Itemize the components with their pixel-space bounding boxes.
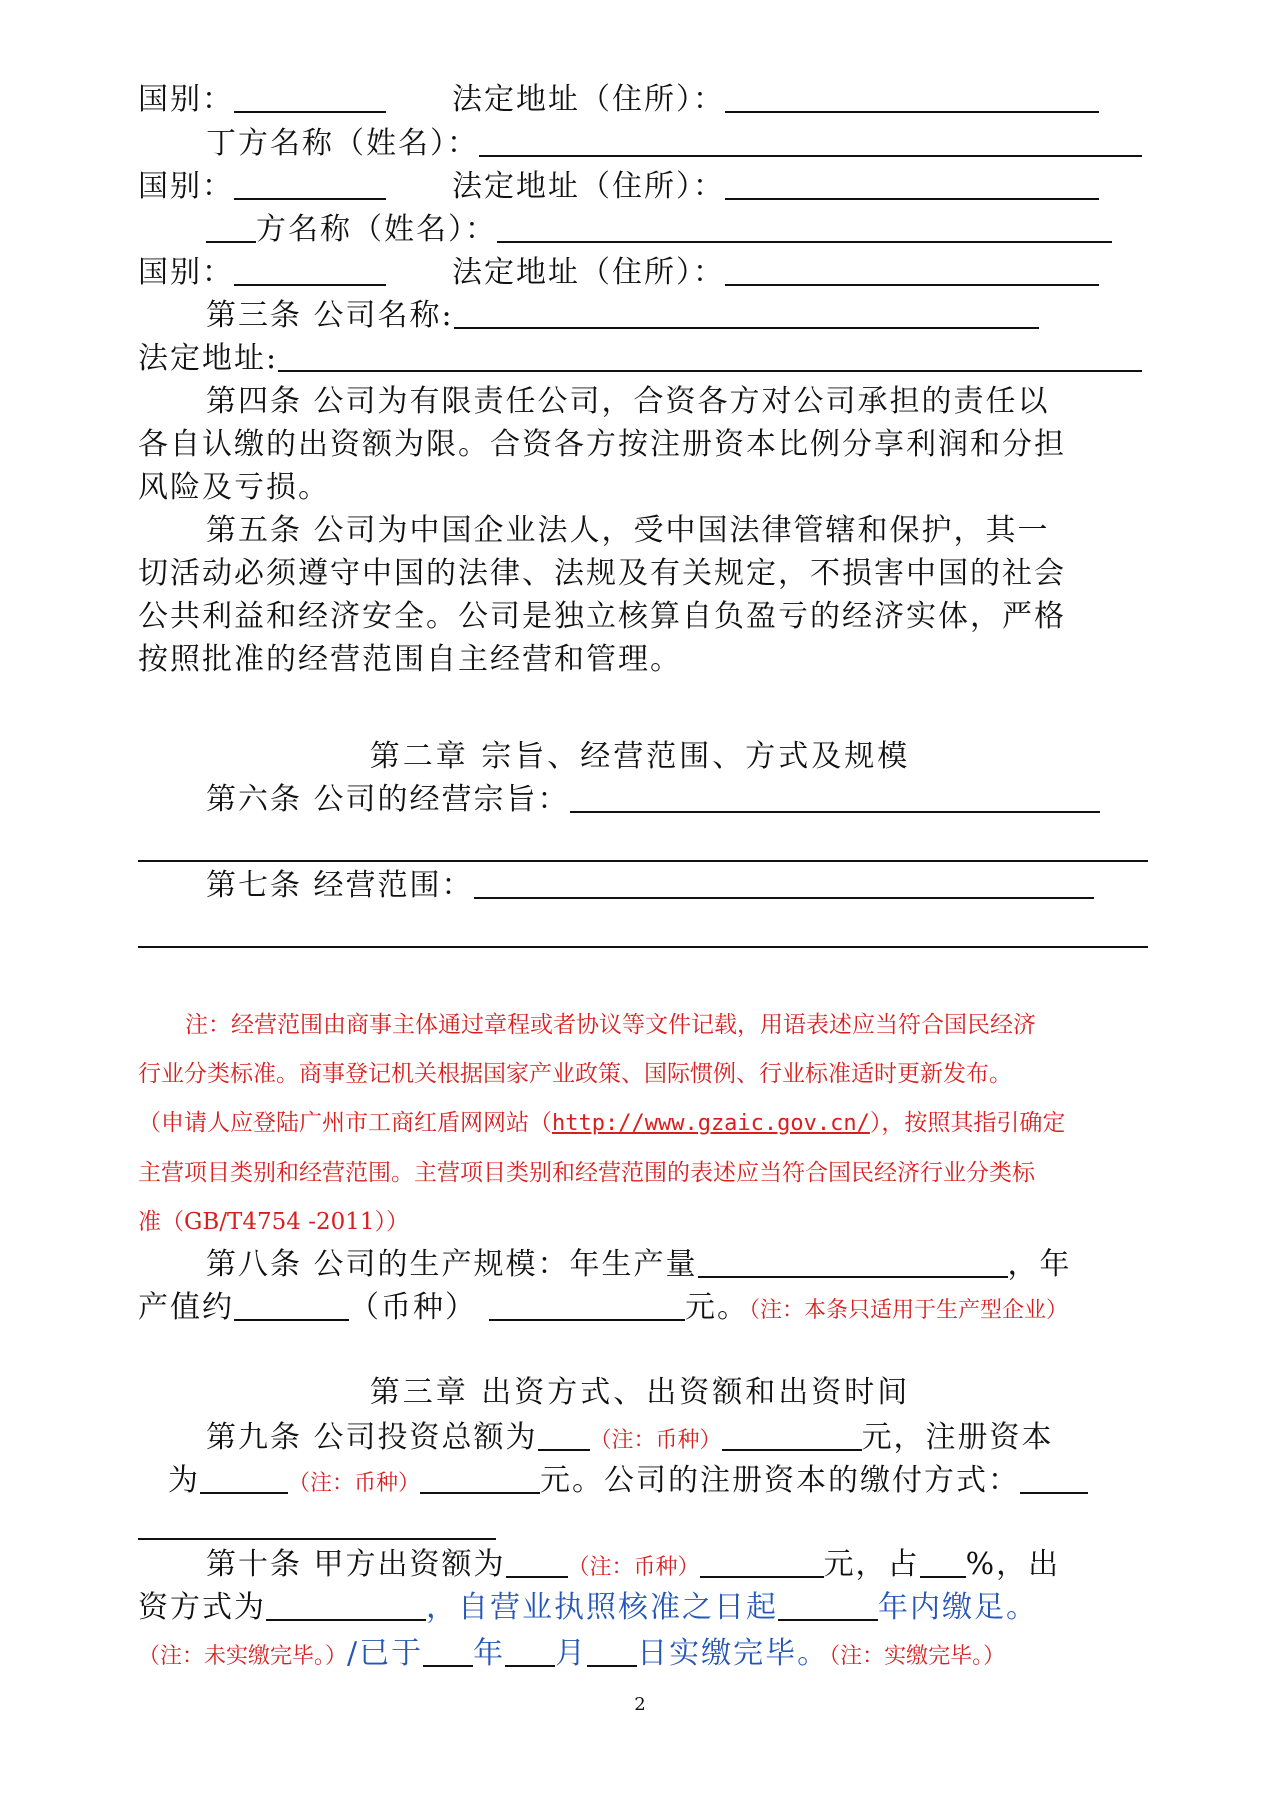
registered-capital-blank[interactable] xyxy=(200,1462,288,1494)
yuan-text: 元。 xyxy=(685,1290,749,1325)
scope-note-line xyxy=(138,1106,1065,1141)
country-blank[interactable] xyxy=(234,168,386,200)
address-blank[interactable] xyxy=(725,168,1099,200)
address-label: 法定地址（住所）： xyxy=(452,82,725,117)
party-a-amount-blank[interactable] xyxy=(700,1546,824,1578)
payment-method-blank-line[interactable] xyxy=(138,1538,496,1540)
article-6-line xyxy=(206,780,1100,820)
business-scope-blank[interactable] xyxy=(474,867,1094,899)
scope-note-text: （申请人应登陆广州市工商红盾网网站（ xyxy=(138,1110,552,1136)
article-3-address-line xyxy=(138,339,1142,379)
country-blank[interactable] xyxy=(234,254,386,286)
year-text: ，年 xyxy=(1007,1247,1072,1282)
wei-text: 为 xyxy=(168,1463,200,1498)
party-name-blank[interactable] xyxy=(497,211,1112,243)
scope-note-line: 行业分类标准。商事登记机关根据国家产业政策、国际惯例、行业标准适时更新发布。 xyxy=(138,1061,1012,1087)
party-name-label: 丁方名称（姓名）： xyxy=(206,126,479,161)
payment-method-blank[interactable] xyxy=(1020,1462,1088,1494)
scope-note-line: 主营项目类别和经营范围。主营项目类别和经营范围的表述应当符合国民经济行业分类标 xyxy=(138,1160,1035,1186)
article-9-line-1 xyxy=(206,1418,1054,1461)
country-label: 国别： xyxy=(138,255,234,290)
currency-label: （币种） xyxy=(349,1290,477,1325)
currency-note: （注：币种） xyxy=(589,1428,722,1453)
percent-text: %，出 xyxy=(965,1547,1061,1582)
article-10-line-3 xyxy=(138,1634,1005,1677)
article-10-line-1 xyxy=(206,1545,1060,1588)
month-blank[interactable] xyxy=(505,1635,555,1667)
party-d-country-line xyxy=(138,167,1099,207)
party-e-name-line xyxy=(206,210,1112,250)
amount-blank[interactable] xyxy=(489,1289,685,1321)
contribution-method-label: 资方式为 xyxy=(138,1590,266,1625)
year-label: 年 xyxy=(473,1636,506,1671)
chapter-3-title: 第三章 出资方式、出资额和出资时间 xyxy=(369,1375,911,1410)
legal-address-blank[interactable] xyxy=(278,340,1142,372)
currency-note: （注：币种） xyxy=(288,1471,421,1496)
business-purpose-label: 第六条 公司的经营宗旨： xyxy=(206,782,570,817)
company-name-blank[interactable] xyxy=(454,297,1039,329)
payment-method-label: 元。公司的注册资本的缴付方式： xyxy=(540,1463,1021,1498)
registered-capital-amount-blank[interactable] xyxy=(420,1462,540,1494)
scope-note-line: 准（GB/T4754 -2011）） xyxy=(138,1209,410,1235)
address-label: 法定地址（住所）： xyxy=(452,255,725,290)
percent-blank[interactable] xyxy=(920,1546,966,1578)
paid-complete-text: 日实缴完毕。 xyxy=(637,1636,830,1671)
address-blank[interactable] xyxy=(725,254,1099,286)
paid-within-years-text: 年内缴足。 xyxy=(878,1590,1038,1625)
output-value-blank[interactable] xyxy=(234,1289,349,1321)
unpaid-note: （注：未实缴完毕。） xyxy=(138,1644,348,1669)
article-8-note: （注：本条只适用于生产型企业） xyxy=(749,1298,1069,1323)
total-investment-label: 第九条 公司投资总额为 xyxy=(206,1420,538,1455)
party-a-contribution-label: 第十条 甲方出资额为 xyxy=(206,1547,506,1582)
party-name-blank[interactable] xyxy=(479,125,1142,157)
registered-capital-text: 元，注册资本 xyxy=(861,1420,1054,1455)
business-purpose-blank-line[interactable] xyxy=(138,860,1148,862)
output-value-label: 产值约 xyxy=(138,1290,234,1325)
production-scale-label: 第八条 公司的生产规模：年生产量 xyxy=(206,1247,698,1282)
article-10-line-2 xyxy=(138,1588,1038,1628)
country-blank[interactable] xyxy=(234,81,386,113)
party-e-country-line xyxy=(138,253,1099,293)
article-5-line: 公共利益和经济安全。公司是独立核算自负盈亏的经济实体，严格 xyxy=(138,599,1066,634)
scope-note-text: ），按照其指引确定 xyxy=(869,1110,1066,1136)
article-3-name-line xyxy=(206,296,1039,336)
article-9-line-2 xyxy=(168,1461,1088,1504)
yuan-percent-text: 元，占 xyxy=(823,1547,920,1582)
party-letter-blank[interactable] xyxy=(206,211,256,243)
business-scope-blank-line[interactable] xyxy=(138,946,1148,948)
total-investment-blank[interactable] xyxy=(538,1419,590,1451)
article-5-line: 第五条 公司为中国企业法人，受中国法律管辖和保护，其一 xyxy=(206,513,1050,548)
party-name-label: 方名称（姓名）： xyxy=(256,212,497,247)
annual-output-blank[interactable] xyxy=(698,1246,1008,1278)
business-purpose-blank[interactable] xyxy=(570,781,1100,813)
article-5-line: 切活动必须遵守中国的法律、法规及有关规定，不损害中国的社会 xyxy=(138,556,1066,591)
party-c-country-line xyxy=(138,80,1099,120)
article-5-line: 按照批准的经营范围自主经营和管理。 xyxy=(138,642,682,677)
paid-note: （注：实缴完毕。） xyxy=(829,1644,1006,1669)
total-investment-amount-blank[interactable] xyxy=(722,1419,862,1451)
address-label: 法定地址（住所）： xyxy=(452,169,725,204)
day-blank[interactable] xyxy=(587,1635,637,1667)
currency-note: （注：币种） xyxy=(567,1555,700,1580)
gzaic-link[interactable]: http://www.gzaic.gov.cn/ xyxy=(552,1111,870,1136)
article-4-line: 各自认缴的出资额为限。合资各方按注册资本比例分享利润和分担 xyxy=(138,427,1066,462)
year-blank[interactable] xyxy=(423,1635,473,1667)
article-7-line xyxy=(206,866,1094,906)
country-label: 国别： xyxy=(138,169,234,204)
article-4-line: 风险及亏损。 xyxy=(138,470,330,505)
party-d-name-line xyxy=(206,124,1142,164)
month-label: 月 xyxy=(555,1636,588,1671)
chapter-2-title: 第二章 宗旨、经营范围、方式及规模 xyxy=(369,739,911,774)
years-blank[interactable] xyxy=(778,1589,878,1621)
party-a-contribution-blank[interactable] xyxy=(506,1546,568,1578)
article-4-line: 第四条 公司为有限责任公司，合资各方对公司承担的责任以 xyxy=(206,384,1050,419)
contribution-method-blank[interactable] xyxy=(266,1589,426,1621)
business-scope-label: 第七条 经营范围： xyxy=(206,868,474,903)
company-name-label: 第三条 公司名称: xyxy=(206,298,454,333)
scope-note-line: 注：经营范围由商事主体通过章程或者协议等文件记载，用语表述应当符合国民经济 xyxy=(185,1012,1036,1038)
license-approval-text: ，自营业执照核准之日起 xyxy=(426,1590,778,1625)
legal-address-label: 法定地址: xyxy=(138,341,279,376)
already-paid-text: /已于 xyxy=(347,1636,424,1671)
article-8-line-1 xyxy=(206,1245,1072,1285)
address-blank[interactable] xyxy=(725,81,1099,113)
country-label: 国别： xyxy=(138,82,234,117)
article-8-line-2 xyxy=(138,1288,1068,1331)
page-number: 2 xyxy=(634,1694,646,1715)
